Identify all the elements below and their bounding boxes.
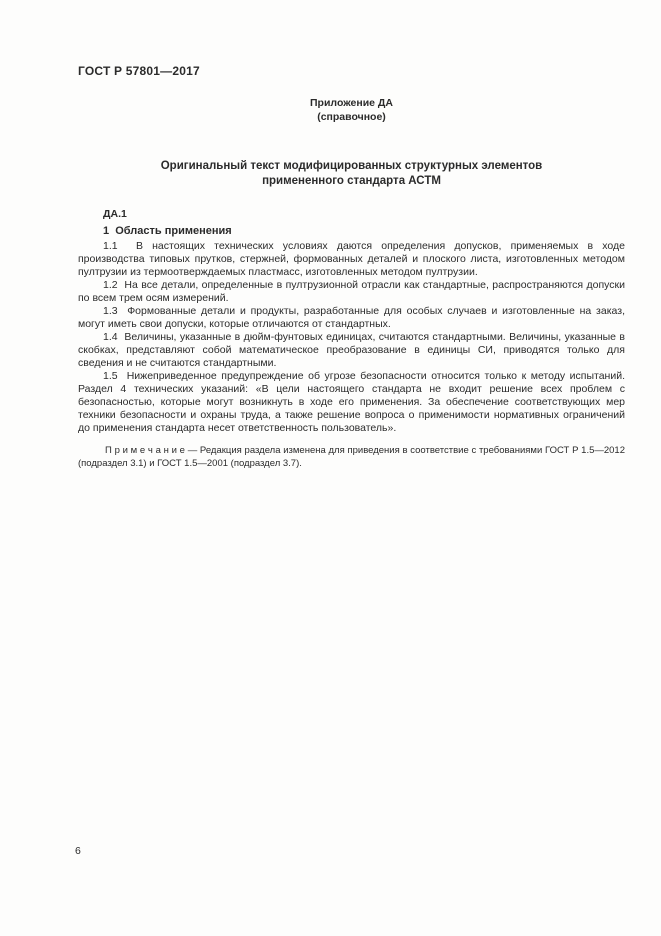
section-heading: 1 Область применения	[103, 225, 232, 237]
paragraph-1-1: 1.1 В настоящих технических условиях даются определения допусков, применяемых в ходе производства типовых прутков, стержней, формованных деталей и плоского листа, изготовленных методом пултрузии из термоотверждаемых пластмасс, изготовленных методом пултрузии.	[78, 240, 625, 278]
paragraph-1-3: 1.3 Формованные детали и продукты, разработанные для особых случаев и изготовленные на заказ, могут иметь свои допуски, которые отличаются от стандартных.	[78, 305, 625, 330]
paragraph-1-5: 1.5 Нижеприведенное предупреждение об угрозе безопасности относится только к методу испытаний. Раздел 4 технических указаний: «В цели настоящего стандарта не входит решение всех проблем с безопасностью, которые могут возникнуть в ходе его применения. За обеспечение соответствующих мер техники безопасности и охраны труда, а также решение вопроса о применимости нормативных ограничений до применения стандарта несет ответственность пользователь».	[78, 370, 625, 434]
document-number: ГОСТ Р 57801—2017	[78, 64, 200, 78]
appendix-label: Приложение ДА	[310, 97, 393, 109]
paragraph-1-4: 1.4 Величины, указанные в дюйм-фунтовых единицах, считаются стандартными. Величины, указанные в скобках, представляют собой математическое преобразование в единицы СИ, приводятся только для сведения и не считаются стандартными.	[78, 331, 625, 369]
appendix-kind: (справочное)	[317, 111, 386, 123]
appendix-block	[78, 96, 625, 124]
page-content	[78, 0, 625, 470]
page-number: 6	[75, 845, 81, 857]
section-body	[78, 240, 625, 435]
paragraph-1-2: 1.2 На все детали, определенные в пултрузионной отрасли как стандартные, распространяются допуски по всем трем осям измерений.	[78, 279, 625, 304]
section-id: ДА.1	[103, 208, 127, 220]
note-block: П р и м е ч а н и е — Редакция раздела изменена для приведения в соответствие с требованиями ГОСТ Р 1.5—2012 (подраздел 3.1) и ГОСТ 1.5—2001 (подраздел 3.7).	[78, 445, 625, 469]
document-title: Оригинальный текст модифицированных структурных элементов примененного стандарта АСТМ	[160, 160, 543, 187]
